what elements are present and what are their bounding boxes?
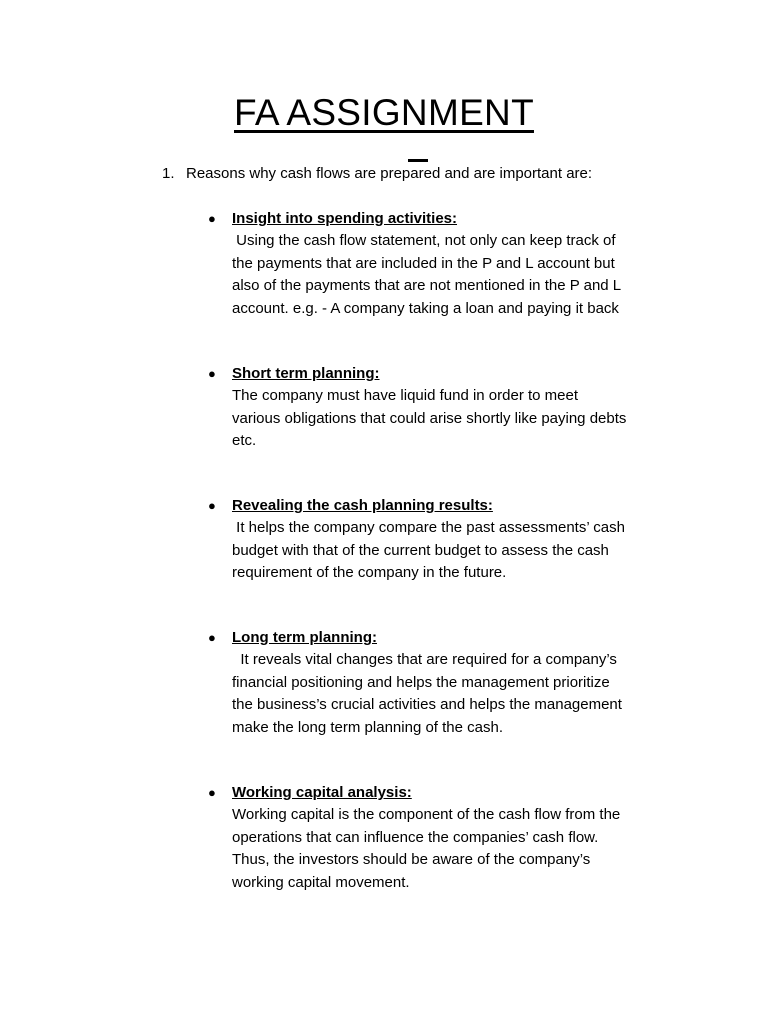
item-body-line: the business’s crucial activities and helps the management bbox=[232, 696, 622, 713]
item-body-line: various obligations that could arise shortly like paying debts bbox=[232, 409, 627, 427]
page-title bbox=[0, 92, 768, 134]
item-body bbox=[232, 230, 678, 320]
bullet-icon: ● bbox=[208, 498, 216, 513]
item-body-line: working capital movement. bbox=[232, 873, 410, 891]
item-body-line: financial positioning and helps the management prioritize bbox=[232, 673, 610, 691]
item-body bbox=[232, 649, 678, 739]
item-body bbox=[232, 385, 678, 453]
item-heading: Short term planning: bbox=[232, 365, 380, 382]
bullet-icon: ● bbox=[208, 785, 216, 800]
item-body-line: requirement of the company in the future. bbox=[232, 564, 507, 581]
list-item-short-term-planning bbox=[208, 363, 678, 453]
item-body-line: The company must have liquid fund in order to meet bbox=[232, 387, 579, 404]
item-body-line: Working capital is the component of the cash flow from the bbox=[232, 806, 621, 823]
list-item-cash-planning-results bbox=[208, 495, 678, 585]
item-body bbox=[232, 804, 678, 894]
question-text: Reasons why cash flows are prepared and are important are: bbox=[186, 165, 593, 182]
item-body-line: account. e.g. - A company taking a loan and paying it back bbox=[232, 299, 619, 317]
list-item-insight-spending bbox=[208, 208, 678, 320]
item-body-line: also of the payments that are not mentioned in the P and L bbox=[232, 277, 622, 294]
list-item-long-term-planning bbox=[208, 627, 678, 739]
item-body-line: etc. bbox=[232, 432, 257, 449]
question-1 bbox=[162, 164, 592, 184]
item-heading: Insight into spending activities: bbox=[232, 210, 458, 227]
item-heading: Working capital analysis: bbox=[232, 784, 412, 801]
item-body-line: operations that can influence the companies’ cash flow. bbox=[232, 828, 599, 846]
item-body-line: make the long term planning of the cash. bbox=[232, 718, 503, 736]
item-body-line: It helps the company compare the past assessments’ cash bbox=[232, 519, 625, 536]
item-body-line: It reveals vital changes that are required for a company’s bbox=[232, 651, 617, 668]
bullet-icon: ● bbox=[208, 630, 216, 645]
question-number: 1. bbox=[162, 165, 175, 182]
item-heading: Revealing the cash planning results: bbox=[232, 497, 493, 514]
title-underscore-mark bbox=[408, 159, 428, 162]
item-body-line: budget with that of the current budget to assess the cash bbox=[232, 541, 609, 559]
page-title-text: FA ASSIGNMENT bbox=[234, 92, 534, 133]
list-item-working-capital bbox=[208, 782, 678, 894]
item-body-line: the payments that are included in the P and L account but bbox=[232, 254, 615, 272]
bullet-icon: ● bbox=[208, 366, 216, 381]
item-body-line: Using the cash flow statement, not only can keep track of bbox=[232, 232, 616, 249]
item-body-line: Thus, the investors should be aware of the company’s bbox=[232, 851, 591, 868]
bullet-icon: ● bbox=[208, 211, 216, 226]
item-body bbox=[232, 517, 678, 585]
item-heading: Long term planning: bbox=[232, 629, 377, 646]
